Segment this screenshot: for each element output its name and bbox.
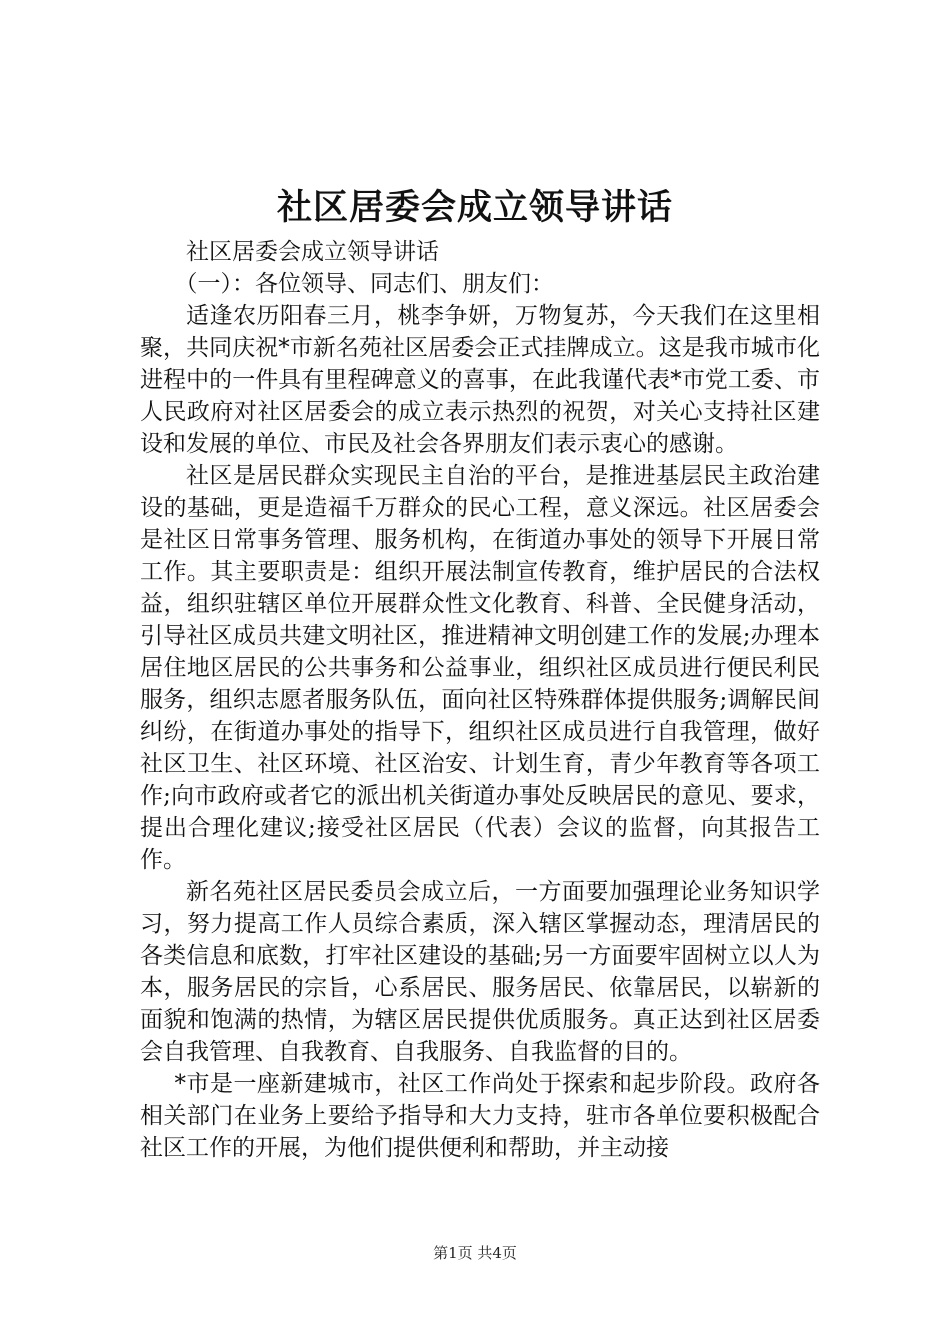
document-body [140,236,820,1164]
page-footer: 第1页 共4页 [433,1244,517,1262]
paragraph-goals: 新名苑社区居民委员会成立后，一方面要加强理论业务知识学习，努力提高工作人员综合素质，深入辖区掌握动态，理清居民的各类信息和底数，打牢社区建设的基础;另一方面要牢固树立以人为本，服务居民的宗旨，心系居民、服务居民、依靠居民，以崭新的面貌和饱满的热情，为辖区居民提供优质服务。真正达到社区居委会自我管理、自我教育、自我服务、自我监督的目的。 [140,879,820,1065]
document-title: 社区居委会成立领导讲话 [276,187,673,228]
paragraph-opening: 适逢农历阳春三月，桃李争妍，万物复苏，今天我们在这里相聚，共同庆祝*市新名苑社区居委会正式挂牌成立。这是我市城市化进程中的一件具有里程碑意义的喜事，在此我谨代表*市党工委、市人民政府对社区居委会的成立表示热烈的祝贺，对关心支持社区建设和发展的单位、市民及社会各界朋友们表示衷心的感谢。 [140,303,820,457]
paragraph-duties: 社区是居民群众实现民主自治的平台，是推进基层民主政治建设的基础，更是造福千万群众的民心工程，意义深远。社区居委会是社区日常事务管理、服务机构，在街道办事处的领导下开展日常工作。其主要职责是：组织开展法制宣传教育，维护居民的合法权益，组织驻辖区单位开展群众性文化教育、科普、全民健身活动，引导社区成员共建文明社区，推进精神文明创建工作的发展;办理本居住地区居民的公共事务和公益事业，组织社区成员进行便民利民服务，组织志愿者服务队伍，面向社区特殊群体提供服务;调解民间纠纷，在街道办事处的指导下，组织社区成员进行自我管理，做好社区卫生、社区环境、社区治安、计划生育，青少年教育等各项工作;向市政府或者它的派出机关街道办事处反映居民的意见、要求，提出合理化建议;接受社区居民（代表）会议的监督，向其报告工作。 [140,463,820,873]
paragraph-support: *市是一座新建城市，社区工作尚处于探索和起步阶段。政府各相关部门在业务上要给予指导和大力支持，驻市各单位要积极配合社区工作的开展，为他们提供便利和帮助，并主动接 [140,1071,820,1161]
paragraph-salutation: （一）：各位领导、同志们、朋友们： [174,271,554,297]
paragraph-subtitle: 社区居委会成立领导讲话 [186,239,439,265]
